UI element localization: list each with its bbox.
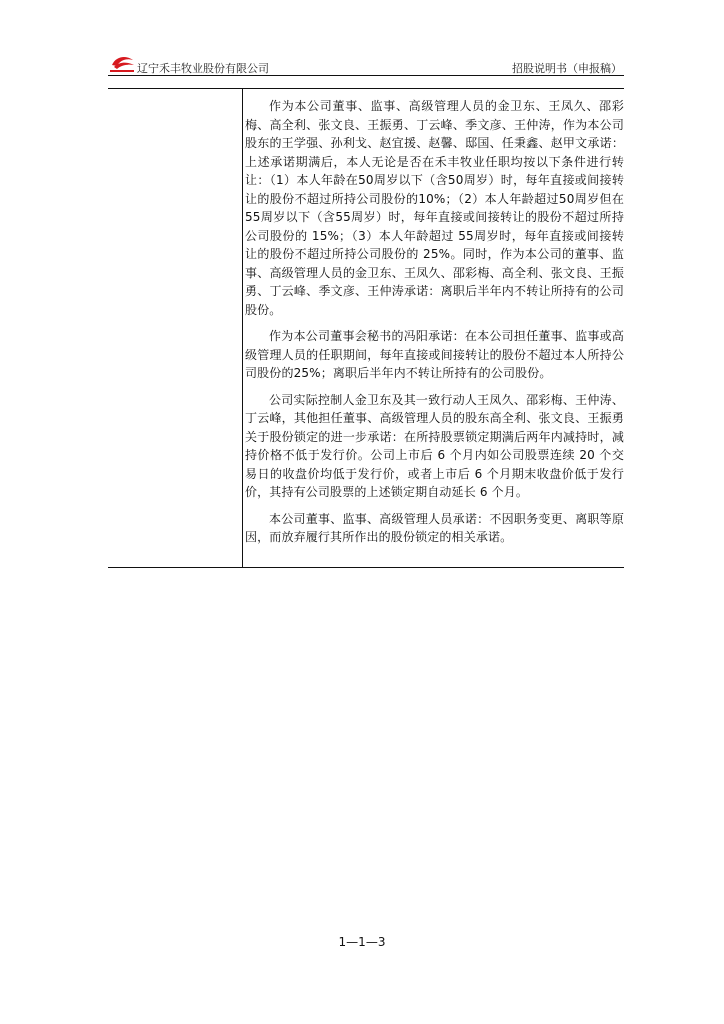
company-name: 辽宁禾丰牧业股份有限公司 <box>137 62 269 75</box>
table-cell-content <box>243 97 624 555</box>
page-header <box>108 54 624 76</box>
paragraph: 作为本公司董事会秘书的冯阳承诺：在本公司担任董事、监事或高级管理人员的任职期间，每年直接或间接转让的股份不超过本人所持公司股份的25%；离职后半年内不转让所持有的公司股份。 <box>245 329 624 380</box>
paragraph: 作为本公司董事、监事、高级管理人员的金卫东、王凤久、邵彩梅、高全利、张文良、王振勇、丁云峰、季文彦、王仲涛，作为本公司股东的王学强、孙利戈、赵宜援、赵馨、邸国、任秉鑫、赵甲文承诺：上述承诺期满后，本人无论是否在禾丰牧业任职均按以下条件进行转让：（1）本人年龄在50周岁以下（含50周岁）时，每年直接或间接转让的股份不超过所持公司股份的10%；（2）本人年龄超过50周岁但在55周岁以下（含55周岁）时，每年直接或间接转让的股份不超过所持公司股份的 15%；（3）本人年龄超过 55周岁时，每年直接或间接转让的股份不超过所持公司股份的 25%。同时，作为本公司的董事、监事、高级管理人员的金卫东、王凤久、邵彩梅、高全利、张文良、王振勇、丁云峰、季文彦、王仲涛承诺：离职后半年内不转让所持有的公司股份。 <box>245 99 624 317</box>
header-rule <box>108 75 624 76</box>
page-number: 1—1—3 <box>338 935 386 949</box>
content-table <box>108 88 624 568</box>
paragraph: 公司实际控制人金卫东及其一致行动人王凤久、邵彩梅、王仲涛、丁云峰，其他担任董事、高级管理人员的股东高全利、张文良、王振勇关于股份锁定的进一步承诺：在所持股票锁定期满后两年内减持时，减持价格不低于发行价。公司上市后 6 个月内如公司股票连续 20 个交易日的收盘价均低于发行价，或者上市后 6 个月期末收盘价低于发行价，其持有公司股票的上述锁定期自动延长 6 个月。 <box>245 392 624 499</box>
company-logo-icon <box>108 54 138 74</box>
document-title: 招股说明书（申报稿） <box>512 62 622 75</box>
paragraph: 本公司董事、监事、高级管理人员承诺：不因职务变更、离职等原因，而放弃履行其所作出的股份锁定的相关承诺。 <box>245 511 624 544</box>
